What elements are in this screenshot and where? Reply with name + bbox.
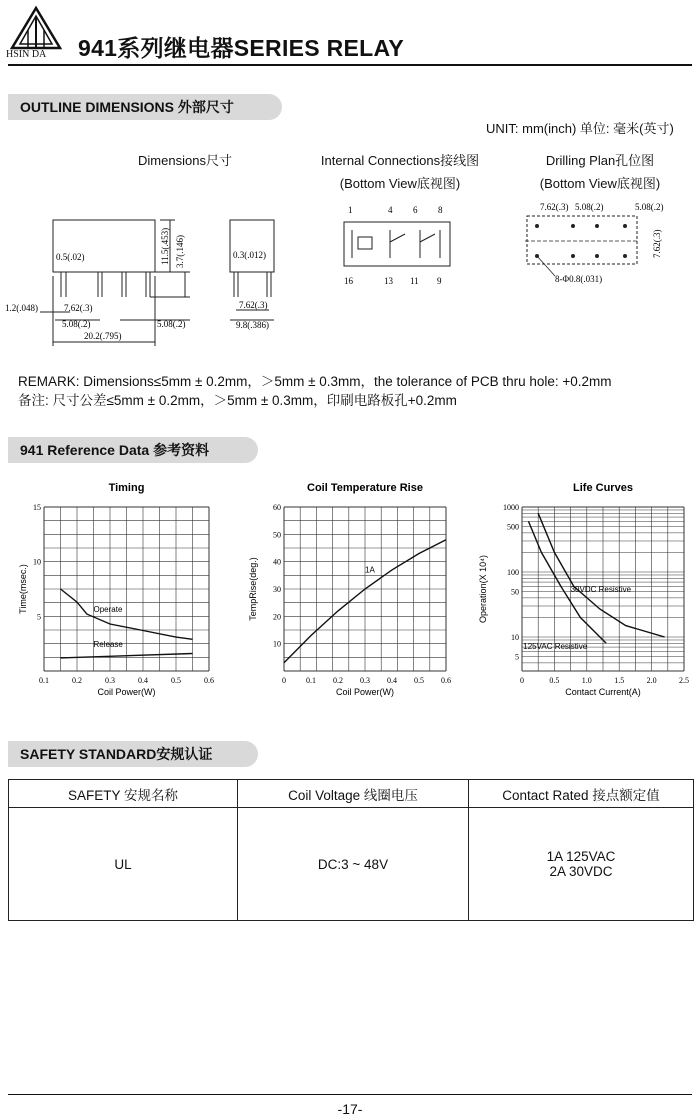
outline-section-title: OUTLINE DIMENSIONS 外部尺寸 [8, 94, 282, 120]
dim-label: 9.8(.386) [236, 320, 269, 330]
drilling-plan-sublabel: (Bottom View底视图) [539, 176, 661, 191]
pin-label: 6 [413, 205, 418, 215]
dim-label: 7.62(.3) [239, 300, 268, 310]
x-tick-label: 0.2 [72, 676, 82, 685]
dim-label: 11.5(.453) [160, 227, 170, 265]
y-tick-label: 5 [37, 612, 41, 622]
reference-section-title: 941 Reference Data 参考资料 [8, 437, 258, 463]
x-tick-label: 0.2 [333, 676, 343, 685]
y-axis-label: Operation(X 10⁴) [478, 555, 488, 623]
x-tick-label: 0 [520, 676, 524, 685]
x-tick-label: 0.5 [414, 676, 424, 685]
series-label: 30VDC Resistive [570, 585, 632, 595]
series-line [529, 521, 607, 643]
remark-cn: 备注: 尺寸公差≤5mm ± 0.2mm，＞5mm ± 0.3mm，印刷电路板孔+0.2mm [18, 393, 457, 408]
x-tick-label: 0.1 [39, 676, 49, 685]
dim-label: 5.08(.2) [157, 319, 186, 329]
internal-connections-sublabel: (Bottom View底视图) [339, 176, 461, 191]
x-tick-label: 0.5 [171, 676, 181, 685]
series-label: Operate [93, 605, 123, 615]
x-tick-label: 2.0 [646, 676, 657, 685]
contact-rated-line-2: 2A 30VDC [549, 864, 613, 879]
x-tick-label: 0.3 [105, 676, 115, 685]
drill-label: 7.62(.3) [540, 202, 569, 212]
drilling-plan-label: Drilling Plan孔位图 [545, 153, 655, 168]
chart-title: Timing [108, 482, 145, 494]
x-tick-label: 1.5 [614, 676, 625, 685]
y-tick-label: 50 [273, 530, 281, 540]
safety-table [8, 779, 694, 921]
chart-timing [10, 475, 230, 705]
dim-label: 5.08(.2) [62, 319, 91, 329]
unit-label: UNIT: mm(inch) 单位: 毫米(英寸) [486, 121, 674, 136]
drill-label: 8-Φ0.8(.031) [555, 274, 603, 284]
chart-temp-rise [240, 475, 460, 705]
y-tick-label: 10 [273, 639, 281, 649]
x-axis-label: Contact Current(A) [565, 687, 641, 697]
y-tick-label: 10 [511, 633, 519, 643]
table-header-row [9, 780, 694, 808]
internal-connections-label: Internal Connections接线图 [320, 153, 480, 168]
chart-title: Coil Temperature Rise [307, 482, 423, 494]
chart-title: Life Curves [573, 482, 633, 494]
safety-value: UL [9, 808, 238, 921]
x-tick-label: 0 [282, 676, 286, 685]
drill-label: 5.08(.2) [635, 202, 664, 212]
pin-label: 1 [348, 205, 353, 215]
y-tick-label: 40 [273, 557, 281, 567]
pin-label: 13 [384, 276, 393, 286]
pin-label: 9 [437, 276, 442, 286]
series-label: Release [93, 639, 123, 649]
dimensions-drawing [0, 200, 290, 350]
y-axis-label: TempRise(deg.) [248, 557, 258, 621]
drill-label: 5.08(.2) [575, 202, 604, 212]
page-title: 941系列继电器SERIES RELAY [78, 35, 404, 61]
y-tick-label: 60 [273, 503, 281, 512]
x-tick-label: 1.0 [581, 676, 592, 685]
x-tick-label: 0.4 [138, 676, 148, 685]
x-tick-label: 0.4 [387, 676, 397, 685]
y-tick-label: 10 [33, 557, 41, 567]
y-tick-label: 100 [507, 568, 519, 578]
y-axis-label: Time(msec.) [18, 564, 28, 614]
x-axis-label: Coil Power(W) [335, 687, 395, 697]
y-tick-label: 30 [273, 585, 281, 594]
y-tick-label: 50 [511, 587, 519, 597]
internal-connections-drawing [330, 200, 470, 292]
safety-section-title: SAFETY STANDARD安规认证 [8, 741, 258, 767]
drilling-plan-drawing [515, 198, 685, 290]
footer-rule [8, 1094, 692, 1095]
dim-label: 0.5(.02) [56, 252, 85, 262]
y-tick-label: 20 [273, 612, 281, 622]
y-tick-label: 500 [507, 522, 519, 532]
table-header: Contact Rated 接点额定值 [469, 780, 694, 808]
drill-label: 7.62(.3) [652, 229, 662, 258]
pin-label: 16 [344, 276, 353, 286]
y-tick-label: 1000 [503, 503, 519, 512]
dimensions-label: Dimensions尺寸 [138, 153, 232, 168]
remark-en: REMARK: Dimensions≤5mm ± 0.2mm，＞5mm ± 0.3mm，the tolerance of PCB thru hole: +0.2mm [18, 374, 612, 389]
dim-label: 1.2(.048) [5, 303, 38, 313]
x-tick-label: 0.5 [549, 676, 560, 685]
series-label: 125VAC Resistive [523, 642, 588, 652]
chart-life-curves [470, 475, 695, 705]
coil-voltage-value: DC:3 ~ 48V [238, 808, 469, 921]
x-tick-label: 0.6 [204, 676, 214, 685]
contact-rated-line-1: 1A 125VAC [546, 849, 616, 864]
page-number: -17- [337, 1101, 363, 1117]
x-tick-label: 0.6 [441, 676, 451, 685]
dim-label: 0.3(.012) [233, 250, 266, 260]
dim-label: 3.7(.146) [175, 235, 185, 268]
table-row [9, 808, 694, 921]
x-tick-label: 0.3 [360, 676, 370, 685]
x-tick-label: 0.1 [306, 676, 316, 685]
contact-rated-value [469, 808, 694, 921]
x-tick-label: 2.5 [679, 676, 689, 685]
dim-label: 7.62(.3) [64, 303, 93, 313]
x-axis-label: Coil Power(W) [97, 687, 156, 697]
pin-label: 8 [438, 205, 443, 215]
y-tick-label: 5 [515, 652, 519, 662]
series-label: 1A [365, 565, 375, 575]
table-header: Coil Voltage 线圈电压 [238, 780, 469, 808]
header-rule [8, 64, 692, 66]
logo-text: HSIN DA [6, 49, 47, 60]
table-header: SAFETY 安规名称 [9, 780, 238, 808]
dim-label: 20.2(.795) [84, 331, 122, 341]
pin-label: 4 [388, 205, 393, 215]
pin-label: 11 [410, 276, 419, 286]
y-tick-label: 15 [33, 503, 41, 512]
